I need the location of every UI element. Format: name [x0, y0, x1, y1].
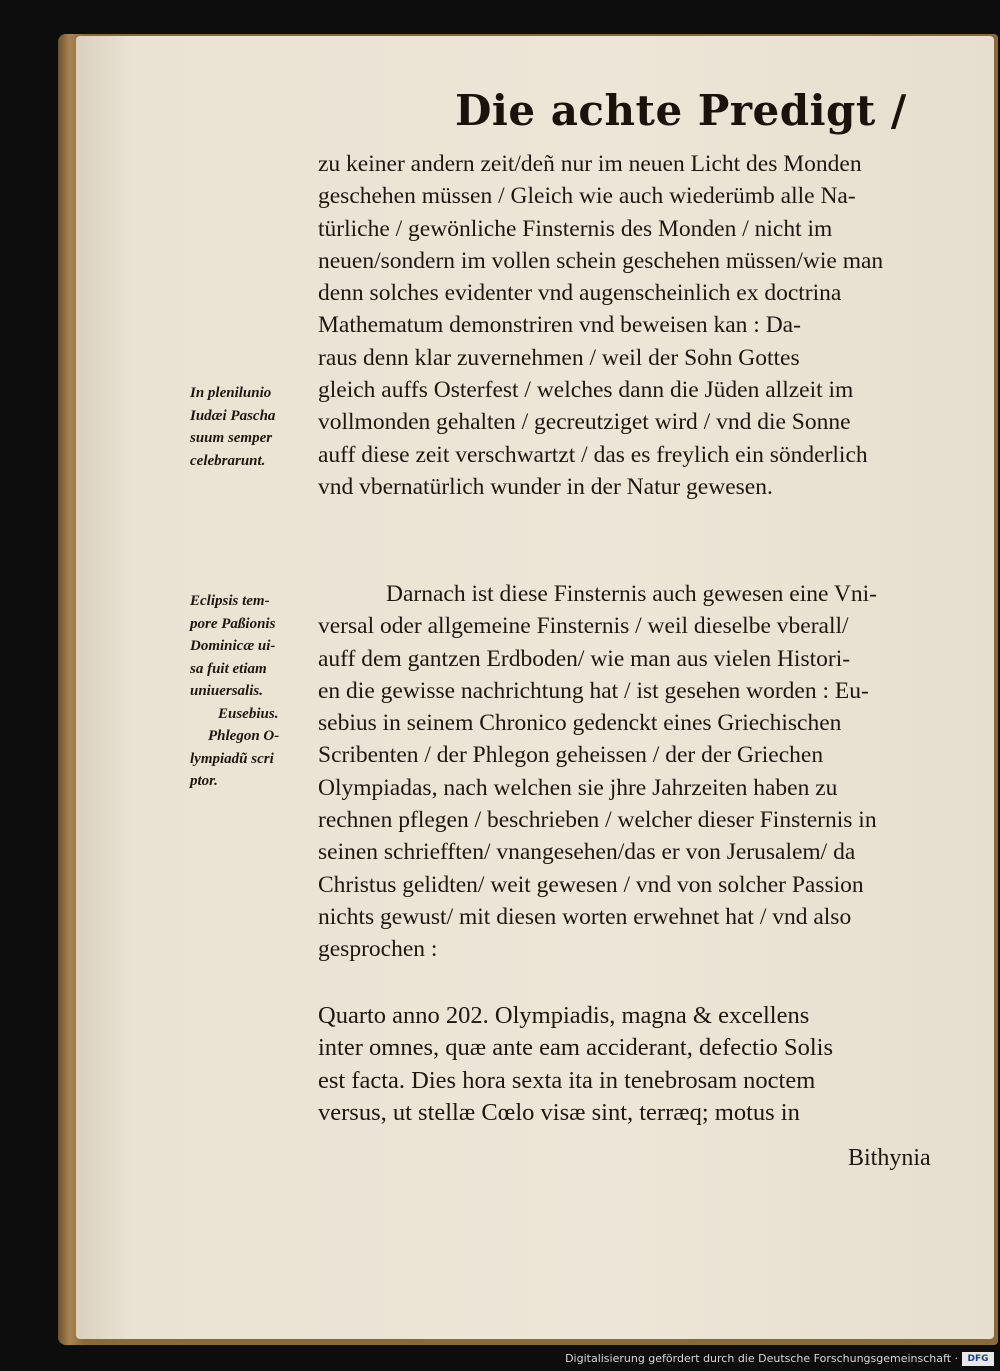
- margin-line: In plenilunio: [190, 385, 272, 401]
- text-line: Quarto anno 202. Olympiadis, magna & excellens: [318, 1002, 810, 1029]
- text-line: Scribenten / der Phlegon geheissen / der der Griechen: [318, 742, 824, 769]
- text-line: versal oder allgemeine Finsternis / weil dieselbe vberall/: [318, 613, 849, 640]
- text-block-1: [318, 148, 968, 503]
- text-line: auff diese zeit verschwartzt / das es freylich ein sönderlich: [318, 441, 868, 468]
- text-line: vollmonden gehalten / gecreutziget wird / vnd die Sonne: [318, 409, 851, 436]
- dfg-logo: DFG: [962, 1352, 994, 1366]
- text-line: seinen schriefften/ vnangesehen/das er von Jerusalem/ da: [318, 839, 856, 866]
- text-line: inter omnes, quæ ante eam acciderant, defectio Solis: [318, 1034, 834, 1062]
- text-line: gesprochen :: [318, 936, 438, 963]
- margin-line: lympiadũ scri: [190, 750, 274, 767]
- margin-line: Phlegon O-: [208, 728, 280, 744]
- catchword: Bithynia: [848, 1145, 931, 1171]
- text-line: Mathematum demonstriren vnd beweisen kan : Da-: [318, 312, 801, 339]
- footer-credit: Digitalisierung gefördert durch die Deutsche Forschungsgemeinschaft ·: [565, 1352, 958, 1365]
- marginal-note-1: [190, 382, 320, 472]
- text-block-2: [318, 578, 968, 966]
- text-line: Christus gelidten/ weit gewesen / vnd von solcher Passion: [318, 871, 864, 898]
- margin-line: Eusebius.: [218, 705, 279, 722]
- text-line: gleich auffs Osterfest / welches dann die Jüden allzeit im: [318, 377, 854, 404]
- margin-line: celebrarunt.: [190, 452, 266, 469]
- margin-line: Dominicæ ui-: [190, 638, 276, 654]
- text-line: auff dem gantzen Erdboden/ wie man aus vielen Histori-: [318, 645, 851, 672]
- margin-line: sa fuit etiam: [190, 660, 267, 677]
- latin-quote: [318, 1000, 968, 1129]
- margin-line: Iudæi Pascha: [190, 407, 276, 424]
- text-line: denn solches evidenter vnd augenscheinlich ex doctrina: [318, 280, 842, 307]
- text-line: Darnach ist diese Finsternis auch gewesen eine Vni-: [386, 581, 877, 607]
- margin-line: ptor.: [190, 773, 218, 789]
- margin-line: suum semper: [190, 430, 273, 446]
- text-line: versus, ut stellæ Cœlo visæ sint, terræq; motus in: [318, 1098, 800, 1126]
- text-line: Olympiadas, nach welchen sie jhre Jahrzeiten haben zu: [318, 774, 838, 801]
- text-line: rechnen pflegen / beschrieben / welcher dieser Finsternis in: [318, 807, 877, 834]
- page-heading: Die achte Predigt /: [455, 86, 907, 135]
- text-line: neuen/sondern im vollen schein geschehen müssen/wie man: [318, 247, 884, 274]
- text-line: geschehen müssen / Gleich wie auch wiederümb alle Na-: [318, 183, 856, 210]
- margin-line: pore Paßionis: [190, 615, 276, 632]
- margin-line: uniuersalis.: [190, 683, 263, 699]
- text-line: raus denn klar zuvernehmen / weil der Sohn Gottes: [318, 344, 800, 371]
- text-line: est facta. Dies hora sexta ita in tenebrosam noctem: [318, 1066, 816, 1094]
- text-line: en die gewisse nachrichtung hat / ist gesehen worden : Eu-: [318, 677, 869, 704]
- text-line: vnd vbernatürlich wunder in der Natur gewesen.: [318, 473, 773, 500]
- text-line: zu keiner andern zeit/deñ nur im neuen Licht des Monden: [318, 151, 862, 177]
- text-line: nichts gewust/ mit diesen worten erwehnet hat / vnd also: [318, 903, 852, 930]
- margin-line: Eclipsis tem-: [190, 593, 270, 609]
- marginal-note-2: [190, 590, 320, 793]
- text-line: sebius in seinem Chronico gedenckt eines Griechischen: [318, 710, 842, 737]
- text-line: türliche / gewönliche Finsternis des Monden / nicht im: [318, 215, 833, 242]
